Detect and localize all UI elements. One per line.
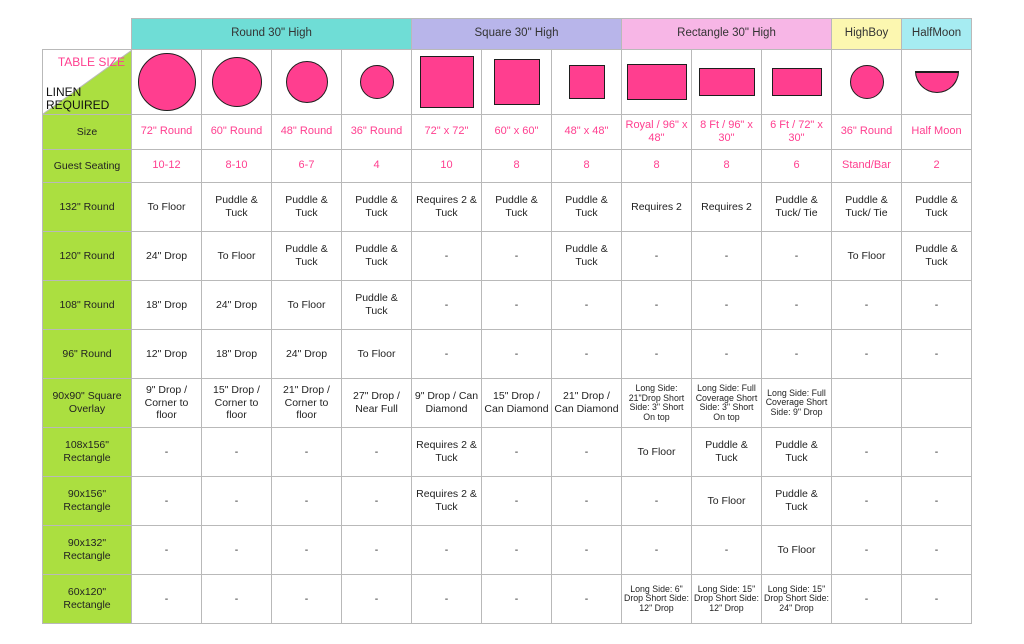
group-header-3: HighBoy	[832, 19, 902, 50]
table-size-label: TABLE SIZE	[57, 55, 125, 69]
table-cell: 24" Drop	[272, 330, 342, 379]
table-cell: -	[552, 281, 622, 330]
table-cell: 15" Drop / Can Diamond	[482, 379, 552, 428]
table-cell: 10-12	[132, 150, 202, 183]
table-cell: -	[762, 281, 832, 330]
table-cell: -	[902, 428, 972, 477]
table-row	[43, 281, 972, 330]
table-cell: 48" Round	[272, 115, 342, 150]
table-cell: 10	[412, 150, 482, 183]
table-row	[43, 526, 972, 575]
table-cell: -	[622, 281, 692, 330]
table-cell: Puddle & Tuck	[762, 477, 832, 526]
rectangle-table-icon	[772, 68, 822, 96]
table-cell: Requires 2 & Tuck	[412, 428, 482, 477]
table-cell: -	[692, 526, 762, 575]
table-cell: -	[832, 477, 902, 526]
row-label: Guest Seating	[43, 150, 132, 183]
table-cell: -	[412, 281, 482, 330]
square-table-icon	[420, 56, 474, 108]
table-cell: Puddle & Tuck	[482, 183, 552, 232]
table-cell: -	[202, 526, 272, 575]
table-cell: -	[132, 477, 202, 526]
table-cell: Royal / 96" x 48"	[622, 115, 692, 150]
empty-header-cell	[43, 19, 132, 50]
table-row	[43, 183, 972, 232]
table-shape-cell	[272, 50, 342, 115]
shape-row	[43, 50, 972, 115]
row-label: 96" Round	[43, 330, 132, 379]
table-cell: Puddle & Tuck	[692, 428, 762, 477]
table-cell: -	[342, 526, 412, 575]
table-cell: -	[622, 232, 692, 281]
table-cell: -	[412, 575, 482, 624]
table-cell: 15" Drop / Corner to floor	[202, 379, 272, 428]
table-shape-cell	[202, 50, 272, 115]
row-label: 90x90" Square Overlay	[43, 379, 132, 428]
table-shape-cell	[622, 50, 692, 115]
table-cell: -	[272, 477, 342, 526]
table-cell: -	[902, 526, 972, 575]
table-cell: 24" Drop	[132, 232, 202, 281]
table-cell: To Floor	[132, 183, 202, 232]
table-cell: To Floor	[342, 330, 412, 379]
table-cell: Puddle & Tuck	[552, 183, 622, 232]
table-cell: -	[692, 232, 762, 281]
group-header-2: Rectangle 30" High	[622, 19, 832, 50]
table-cell: -	[552, 526, 622, 575]
table-cell: -	[482, 330, 552, 379]
table-cell: -	[832, 330, 902, 379]
group-header-row	[43, 19, 972, 50]
table-cell: Puddle & Tuck	[342, 183, 412, 232]
table-cell: Puddle & Tuck/ Tie	[832, 183, 902, 232]
corner-cell	[43, 50, 132, 115]
table-cell: Puddle & Tuck	[762, 428, 832, 477]
table-cell: 6-7	[272, 150, 342, 183]
table-cell: 21" Drop / Can Diamond	[552, 379, 622, 428]
table-cell: 12" Drop	[132, 330, 202, 379]
rectangle-table-icon	[627, 64, 687, 100]
table-cell: 6	[762, 150, 832, 183]
table-cell: To Floor	[832, 232, 902, 281]
table-cell: Long Side: 15" Drop Short Side: 24" Drop	[762, 575, 832, 624]
table-shape-cell	[482, 50, 552, 115]
table-cell: -	[622, 477, 692, 526]
table-cell: -	[202, 575, 272, 624]
table-cell: 2	[902, 150, 972, 183]
row-label: 108x156" Rectangle	[43, 428, 132, 477]
table-cell: -	[832, 575, 902, 624]
table-cell: -	[482, 575, 552, 624]
table-cell: 8	[692, 150, 762, 183]
row-label: 132" Round	[43, 183, 132, 232]
table-cell: -	[412, 526, 482, 575]
table-cell: To Floor	[692, 477, 762, 526]
table-cell: Puddle & Tuck	[342, 281, 412, 330]
table-cell: -	[132, 575, 202, 624]
table-cell: -	[832, 526, 902, 575]
group-header-4: HalfMoon	[902, 19, 972, 50]
table-cell: Puddle & Tuck	[272, 183, 342, 232]
table-cell: -	[272, 428, 342, 477]
table-shape-cell	[412, 50, 482, 115]
row-label: 60x120" Rectangle	[43, 575, 132, 624]
table-cell: -	[902, 575, 972, 624]
table-cell: Requires 2	[692, 183, 762, 232]
circle-table-icon	[212, 57, 262, 107]
table-shape-cell	[902, 50, 972, 115]
square-table-icon	[494, 59, 540, 105]
table-cell: -	[132, 526, 202, 575]
linen-chart	[42, 18, 972, 624]
table-cell: 60" Round	[202, 115, 272, 150]
table-cell: 9" Drop / Corner to floor	[132, 379, 202, 428]
table-cell: -	[902, 281, 972, 330]
table-cell: -	[622, 330, 692, 379]
table-cell: Long Side: 21"Drop Short Side: 3" Short On top	[622, 379, 692, 428]
table-cell: -	[202, 477, 272, 526]
row-label: 90x132" Rectangle	[43, 526, 132, 575]
table-cell: 8	[622, 150, 692, 183]
table-row	[43, 150, 972, 183]
table-shape-cell	[552, 50, 622, 115]
table-cell: Requires 2 & Tuck	[412, 477, 482, 526]
table-cell: Requires 2 & Tuck	[412, 183, 482, 232]
table-cell: Long Side: 6" Drop Short Side: 12" Drop	[622, 575, 692, 624]
circle-table-icon	[138, 53, 196, 111]
table-cell	[902, 379, 972, 428]
table-cell: Puddle & Tuck	[902, 232, 972, 281]
table-cell: -	[342, 575, 412, 624]
linen-required-label: LINEN REQUIRED	[46, 84, 110, 112]
table-cell: -	[482, 428, 552, 477]
table-cell: 8-10	[202, 150, 272, 183]
table-cell: -	[832, 281, 902, 330]
table-cell: 21" Drop / Corner to floor	[272, 379, 342, 428]
table-shape-cell	[832, 50, 902, 115]
table-row	[43, 428, 972, 477]
table-row	[43, 232, 972, 281]
table-cell: Stand/Bar	[832, 150, 902, 183]
table-cell: Puddle & Tuck	[272, 232, 342, 281]
table-cell: Long Side: 15" Drop Short Side: 12" Drop	[692, 575, 762, 624]
table-row	[43, 379, 972, 428]
table-cell: Puddle & Tuck	[902, 183, 972, 232]
table-cell: 18" Drop	[132, 281, 202, 330]
table-cell: -	[272, 575, 342, 624]
group-header-0: Round 30" High	[132, 19, 412, 50]
table-cell: 8	[482, 150, 552, 183]
table-row	[43, 330, 972, 379]
group-header-1: Square 30" High	[412, 19, 622, 50]
table-cell: Puddle & Tuck	[202, 183, 272, 232]
rectangle-table-icon	[699, 68, 755, 96]
table-cell: Half Moon	[902, 115, 972, 150]
table-cell: 36" Round	[832, 115, 902, 150]
row-label: 90x156" Rectangle	[43, 477, 132, 526]
table-cell: -	[132, 428, 202, 477]
table-cell: -	[552, 330, 622, 379]
table-cell: -	[622, 526, 692, 575]
table-cell: -	[482, 526, 552, 575]
table-cell: 9" Drop / Can Diamond	[412, 379, 482, 428]
table-cell: -	[762, 232, 832, 281]
table-cell: 8	[552, 150, 622, 183]
row-label: Size	[43, 115, 132, 150]
table-row	[43, 115, 972, 150]
table-cell: -	[552, 477, 622, 526]
table-cell: Puddle & Tuck/ Tie	[762, 183, 832, 232]
table-cell: -	[482, 477, 552, 526]
table-cell: -	[692, 281, 762, 330]
table-cell: -	[552, 428, 622, 477]
table-cell: -	[342, 428, 412, 477]
table-cell: 72" x 72"	[412, 115, 482, 150]
table-cell: 18" Drop	[202, 330, 272, 379]
table-cell: Puddle & Tuck	[552, 232, 622, 281]
table-cell: -	[412, 330, 482, 379]
table-cell: -	[272, 526, 342, 575]
table-cell: -	[902, 330, 972, 379]
table-shape-cell	[132, 50, 202, 115]
table-cell: To Floor	[202, 232, 272, 281]
table-row	[43, 575, 972, 624]
table-cell: -	[552, 575, 622, 624]
square-table-icon	[569, 65, 605, 99]
table-cell: Requires 2	[622, 183, 692, 232]
table-cell: 27" Drop / Near Full	[342, 379, 412, 428]
circle-table-icon	[850, 65, 884, 99]
table-cell: -	[832, 428, 902, 477]
table-cell: To Floor	[762, 526, 832, 575]
circle-table-icon	[360, 65, 394, 99]
table-cell	[832, 379, 902, 428]
table-cell: To Floor	[622, 428, 692, 477]
table-cell: Long Side: Full Coverage Short Side: 9" Drop	[762, 379, 832, 428]
table-cell: 72" Round	[132, 115, 202, 150]
table-shape-cell	[762, 50, 832, 115]
table-cell: To Floor	[272, 281, 342, 330]
table-cell: -	[482, 281, 552, 330]
table-cell: -	[762, 330, 832, 379]
table-cell: -	[902, 477, 972, 526]
half-moon-table-icon	[915, 71, 959, 93]
table-cell: -	[202, 428, 272, 477]
table-cell: -	[342, 477, 412, 526]
table-cell: 24" Drop	[202, 281, 272, 330]
table-shape-cell	[342, 50, 412, 115]
table-cell: -	[412, 232, 482, 281]
table-cell: 60" x 60"	[482, 115, 552, 150]
circle-table-icon	[286, 61, 328, 103]
row-label: 108" Round	[43, 281, 132, 330]
table-cell: Long Side: Full Coverage Short Side: 3" Short On top	[692, 379, 762, 428]
linen-table	[42, 18, 972, 624]
table-cell: 6 Ft / 72" x 30"	[762, 115, 832, 150]
table-cell: 8 Ft / 96" x 30"	[692, 115, 762, 150]
table-cell: Puddle & Tuck	[342, 232, 412, 281]
table-shape-cell	[692, 50, 762, 115]
row-label: 120" Round	[43, 232, 132, 281]
table-cell: -	[482, 232, 552, 281]
table-cell: 4	[342, 150, 412, 183]
table-cell: 36" Round	[342, 115, 412, 150]
table-cell: 48" x 48"	[552, 115, 622, 150]
table-cell: -	[692, 330, 762, 379]
table-row	[43, 477, 972, 526]
